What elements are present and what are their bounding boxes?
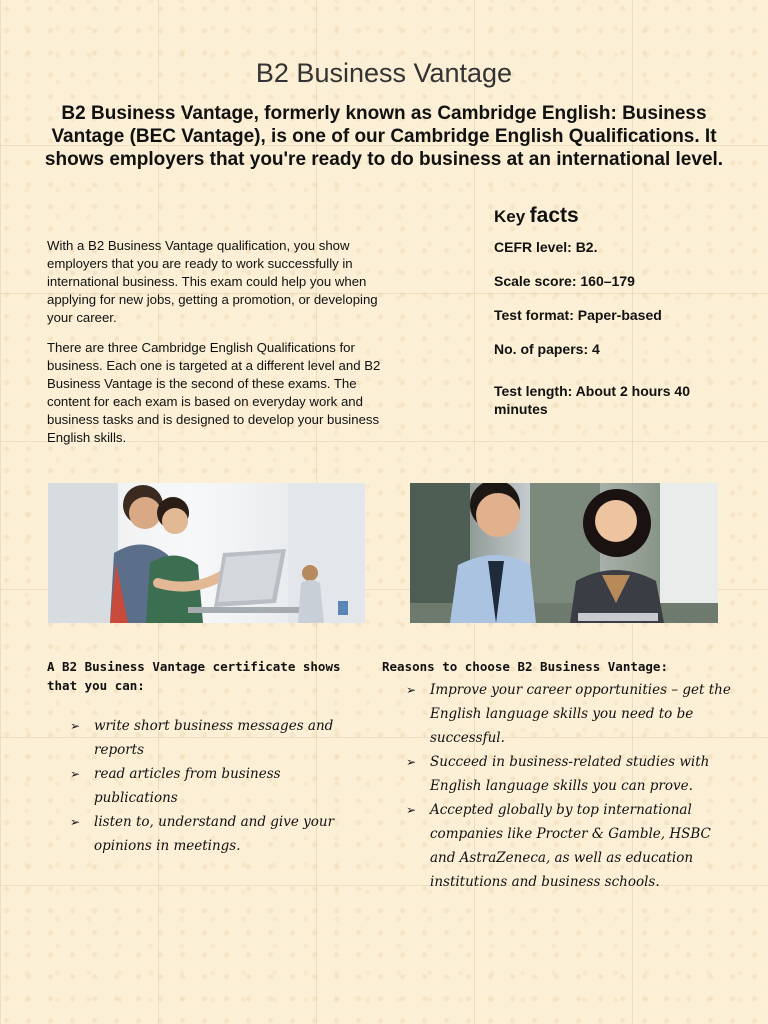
list-item [70, 762, 360, 810]
bullet-arrow-icon: ➢ [70, 767, 81, 781]
list-item-text: listen to, understand and give your opinions in meetings. [94, 814, 335, 854]
bullet-arrow-icon: ➢ [406, 755, 417, 769]
fact-cefr-level: CEFR level: B2. [494, 239, 598, 255]
fact-scale-score: Scale score: 160–179 [494, 273, 635, 289]
key-facts [494, 204, 734, 418]
fact-test-length: Test length: About 2 hours 40 minutes [494, 383, 691, 417]
list-item-text: write short business messages and reports [94, 718, 334, 758]
bullet-arrow-icon: ➢ [406, 803, 417, 817]
reasons-list [406, 678, 736, 894]
page-title: B2 Business Vantage [255, 58, 513, 88]
certificate-heading: A B2 Business Vantage certificate shows that you can: [47, 659, 341, 693]
intro-text [47, 237, 402, 459]
bullet-arrow-icon: ➢ [70, 815, 81, 829]
page-subtitle: B2 Business Vantage, formerly known as Cambridge English: Business Vantage (BEC Vantage), is one of our Cambridge English Qualifications. It shows employers that you're ready to do business at an international level. [44, 103, 724, 170]
list-item-text: Improve your career opportunities – get the English language skills you need to be successful. [430, 682, 731, 746]
key-facts-title-key: Key [494, 207, 526, 226]
key-facts-title-facts: facts [529, 204, 579, 227]
certificate-list [70, 714, 360, 858]
key-facts-title [494, 204, 734, 228]
list-item [406, 750, 736, 798]
list-item [406, 798, 736, 894]
intro-paragraph-1: With a B2 Business Vantage qualification, you show employers that you are ready to work successfully in international business. This exam could help you when applying for new jobs, getting a promotion, or developing your career. [47, 238, 378, 325]
list-item-text: Accepted globally by top international companies like Procter & Gamble, HSBC and AstraZeneca, as well as education institutions and business schools. [430, 802, 711, 890]
office-meeting-photo [48, 483, 365, 623]
list-item [70, 810, 360, 858]
reasons-heading: Reasons to choose B2 Business Vantage: [382, 659, 668, 674]
list-item [406, 678, 736, 750]
list-item-text: Succeed in business-related studies with English language skills you can prove. [430, 754, 710, 794]
bullet-arrow-icon: ➢ [70, 719, 81, 733]
fact-papers: No. of papers: 4 [494, 341, 600, 357]
list-item-text: read articles from business publications [94, 766, 281, 806]
intro-paragraph-2: There are three Cambridge English Qualifications for business. Each one is targeted at a different level and B2 Business Vantage is the second of these exams. The content for each exam is based on everyday work and business tasks and is designed to develop your business English skills. [47, 340, 381, 445]
bullet-arrow-icon: ➢ [406, 683, 417, 697]
business-people-photo [410, 483, 718, 623]
list-item [70, 714, 360, 762]
fact-test-format: Test format: Paper-based [494, 307, 662, 323]
